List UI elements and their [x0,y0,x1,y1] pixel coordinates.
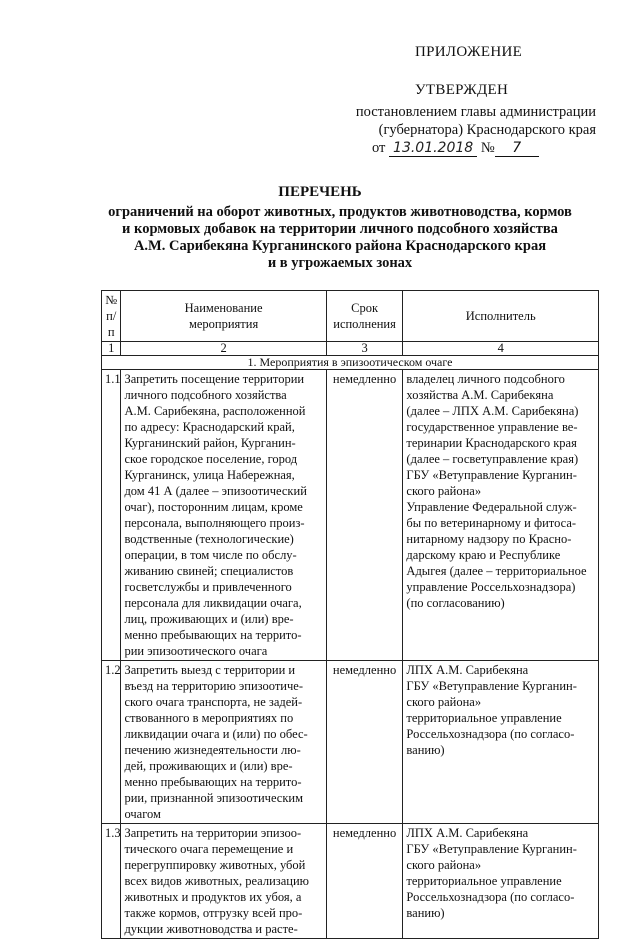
row-number: 1.1 [102,370,121,661]
restrictions-table [101,290,599,939]
row-measure: Запретить посещение территории личного подсобного хозяйства А.М. Сарибекяна, расположенной по адресу: Краснодарский край, Курганинский район, Курганин- ское городское поселение, город Курганинск, улица Набережная, дом 41 А (далее – эпизоотический очаг), посторонним лицам, кроме персонала, выполняющего произ- водственные (технологические) операции, в том числе по обслу- живанию свиней; специалистов госветслужбы и привлеченного персонала для ликвидации очага, лиц, проживающих и (или) вре- менно пребывающих на террито- рии эпизоотического очага [121,370,326,661]
column-index: 4 [403,342,599,356]
document-title: ПЕРЕЧЕНЬ [278,184,362,200]
row-term: немедленно [326,370,403,661]
column-index: 2 [121,342,326,356]
table-row [102,370,599,661]
table-row [102,824,599,939]
header-number: № п/п [102,291,121,342]
row-executor: ЛПХ А.М. Сарибекяна ГБУ «Ветуправление Курганин- ского района» территориальное управление Россельхознадзора (по согласо- ванию) [403,661,599,824]
row-number: 1.3 [102,824,121,939]
subtitle-line: ограничений на оборот животных, продуктов животноводства, кормов [108,204,572,220]
row-executor: ЛПХ А.М. Сарибекяна ГБУ «Ветуправление Курганин- ского района» территориальное управление Россельхознадзора (по согласо- ванию) [403,824,599,939]
table-row [102,661,599,824]
handwritten-date: 13.01.2018 [389,140,477,157]
header-term: Срок исполнения [326,291,403,342]
document-subtitle [60,204,620,272]
header-name: Наименование мероприятия [121,291,326,342]
column-index: 1 [102,342,121,356]
subtitle-line: и кормовых добавок на территории личного подсобного хозяйства [122,221,558,237]
row-number: 1.2 [102,661,121,824]
row-term: немедленно [326,824,403,939]
subtitle-line: и в угрожаемых зонах [267,255,413,271]
section-title: 1. Мероприятия в эпизоотическом очаге [102,356,599,370]
number-label: № [480,140,495,156]
appendix-label: ПРИЛОЖЕНИЕ [415,44,523,60]
column-index-row [102,342,599,356]
approval-line-2: (губернатора) Краснодарского края [378,122,596,138]
subtitle-line: А.М. Сарибекяна Курганинского района Краснодарского края [133,238,547,254]
approved-label: УТВЕРЖДЕН [415,82,509,98]
row-term: немедленно [326,661,403,824]
approval-date-line [372,140,539,157]
row-executor: владелец личного подсобного хозяйства А.М. Сарибекяна (далее – ЛПХ А.М. Сарибекяна) государственное управление ве- теринарии Краснодарского края (далее – госветуправление края) ГБУ «Ветуправление Курганин- ского района» Управление Федеральной служ- бы по ветеринарному и фитоса- нитарному надзору по Красно- дарскому краю и Республике Адыгея (далее – территориальное управление Россельхознадзора) (по согласованию) [403,370,599,661]
table-header-row [102,291,599,342]
row-measure: Запретить выезд с территории и въезд на территорию эпизоотиче- ского очага транспорта, не задей- ствованного в мероприятиях по ликвидации очага и (или) по обес- печению жизнедеятельности лю- дей, проживающих и (или) вре- менно пребывающих на террито- рии, признанной эпизоотическим очагом [121,661,326,824]
header-executor: Исполнитель [403,291,599,342]
section-row [102,356,599,370]
handwritten-number: 7 [495,140,539,157]
row-measure: Запретить на территории эпизоо- тического очага перемещение и перегруппировку животных, убой всех видов животных, реализацию животных и продуктов их убоя, а также кормов, отгрузку всей про- дукции животноводства и расте- [121,824,326,939]
from-label: от [372,140,386,156]
column-index: 3 [326,342,403,356]
approval-line-1: постановлением главы администрации [355,104,596,120]
